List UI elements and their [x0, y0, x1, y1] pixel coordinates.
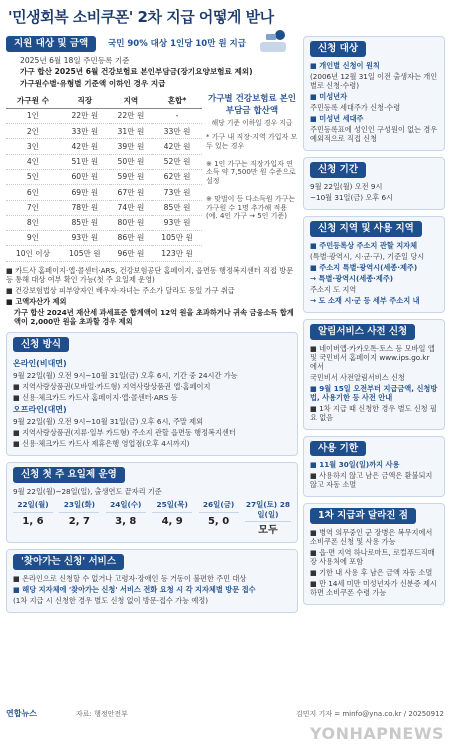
- amount-cell: 78만 원: [60, 200, 110, 215]
- amount-cell: 105만 원: [60, 246, 110, 261]
- table-row: [6, 200, 202, 215]
- visit-line: (1차 지급 시 신청한 경우 별도 신청 없이 방문·접수 가능 예정): [13, 596, 209, 606]
- support-line: 2025년 6월 18일 주민등록 기준: [20, 56, 130, 65]
- notice-line: ■ 1차 지급 때 신청한 경우 별도 신청 필요 없음: [310, 403, 437, 422]
- amount-cell: 33만 원: [152, 124, 202, 139]
- amount-cell: 85만 원: [60, 215, 110, 230]
- amount-cell: 51만 원: [60, 154, 110, 169]
- household-size-cell: 10인 이상: [6, 246, 60, 261]
- amount-cell: 52만 원: [152, 154, 202, 169]
- method-box: [6, 332, 298, 457]
- amount-cell: 22만 원: [110, 108, 152, 123]
- amount-cell: 42만 원: [60, 139, 110, 154]
- region-line: ■ 주소지 특별·광역시(세종·제주): [310, 262, 418, 272]
- region-header: 신청 지역 및 사용 지역: [310, 221, 422, 237]
- support-header: 지원 대상 및 금액: [6, 36, 96, 52]
- household-size-cell: 2인: [6, 124, 60, 139]
- amount-cell: 50만 원: [110, 154, 152, 169]
- target-line: (2006년 12월 31일 이전 출생자는 개인별로 신청·수령): [310, 71, 438, 90]
- household-size-cell: 1인: [6, 108, 60, 123]
- amount-cell: 96만 원: [110, 246, 152, 261]
- day-cell: 22일(월) 1, 6: [13, 500, 53, 537]
- region-line: (특별·광역시, 시·군·구), 기준일 당시: [310, 251, 425, 261]
- region-line: ■ 주민등록상 주소지 관할 지자체: [310, 240, 418, 250]
- support-header-row: [6, 36, 298, 54]
- week-row: [13, 500, 291, 537]
- household-size-cell: 8인: [6, 215, 60, 230]
- support-headline: 국민 90% 대상 1인당 10만 원 지급: [108, 39, 246, 49]
- page-title: '민생회복 소비쿠폰' 2차 지급 어떻게 받나: [8, 8, 274, 26]
- deadline-line: ■ 사용하지 않고 남은 금액은 환불되지 않고 자동 소멸: [310, 471, 433, 490]
- offline-label: 오프라인(대면): [13, 405, 67, 415]
- day-cell: 26일(금) 5, 0: [199, 500, 239, 537]
- source-text: 자료: 행정안전부: [76, 710, 128, 718]
- period-line: ~10월 31일(금) 오후 6시: [310, 192, 394, 202]
- deadline-line: ■ 11월 30일(일)까지 사용: [310, 460, 400, 470]
- right-column: [303, 36, 445, 611]
- household-size-cell: 3인: [6, 139, 60, 154]
- side-note: ※ 맞벌이 등 다소득원 가구는 가구원 수 1명 추가해 적용 (예. 4인 가구 → 5인 기준): [206, 194, 296, 221]
- table-header: 혼합*: [152, 94, 202, 108]
- offline-line: ■ 신용·체크카드 카드사 제휴은행 영업점(오후 4시까지): [13, 439, 190, 449]
- amount-cell: 62만 원: [152, 170, 202, 185]
- visit-header: '찾아가는 신청' 서비스: [13, 554, 124, 570]
- amount-cell: 105만 원: [152, 231, 202, 246]
- bullet-item: ■ 카드사 홈페이지·앱·콜센터·ARS, 건강보험공단 홈페이지, 읍면동 행정복지센터 직접 방문 등 통해 대상 여부 확인 가능(첫 주 요일제 운영): [6, 265, 294, 284]
- amount-cell: 93만 원: [152, 215, 202, 230]
- amount-cell: -: [152, 108, 202, 123]
- period-box: [303, 157, 445, 210]
- amount-cell: 93만 원: [60, 231, 110, 246]
- table-row: [6, 108, 202, 123]
- amount-cell: 67만 원: [110, 185, 152, 200]
- bullet-item: ■ 고액자산가 제외: [6, 296, 67, 306]
- online-label: 온라인(비대면): [13, 359, 67, 369]
- notice-box: [303, 319, 445, 430]
- table-row: [6, 170, 202, 185]
- visit-box: [6, 549, 298, 613]
- amount-cell: 42만 원: [152, 139, 202, 154]
- amount-cell: 60만 원: [60, 170, 110, 185]
- table-row: [6, 124, 202, 139]
- region-line: → 도 소재 시·군 등 세부 주소지 내: [310, 295, 420, 305]
- side-subtitle: 해당 기준 이하일 경우 지급: [211, 118, 293, 127]
- household-size-cell: 6인: [6, 185, 60, 200]
- day-cell: 27일(토) 28일(일) 모두: [245, 500, 291, 536]
- amount-cell: 86만 원: [110, 231, 152, 246]
- region-line: 주소지 도 지역: [310, 284, 357, 294]
- diff-line: ■ 병역 의무중인 군 장병은 복무지에서 소비쿠폰 신청 및 사용 가능: [310, 528, 433, 547]
- table-header: 가구원 수: [6, 94, 60, 108]
- bullet-item: 가구 합산 2024년 재산세 과세표준 합계액이 12억 원을 초과하거나 귀속 금융소득 합계액이 2,000만 원을 초과할 경우 제외: [14, 307, 294, 326]
- amount-table-wrap: [6, 94, 298, 261]
- target-box: [303, 36, 445, 151]
- diff-line: ■ 읍·면 지역 하나로마트, 로컬푸드직매장 사용처에 포함: [310, 548, 435, 567]
- day-cell: 24일(수) 3, 8: [106, 500, 146, 537]
- amount-cell: 80만 원: [110, 215, 152, 230]
- notice-line: 국민비서 사전알림서비스 신청: [310, 372, 405, 382]
- amount-cell: 69만 원: [60, 185, 110, 200]
- target-line: ■ 개인별 신청이 원칙: [310, 60, 380, 70]
- amount-cell: 22만 원: [60, 108, 110, 123]
- byline: 김민지 기자 = minfo@yna.co.kr / 20250912: [296, 710, 444, 718]
- table-row: [6, 215, 202, 230]
- table-row: [6, 185, 202, 200]
- amount-cell: 39만 원: [110, 139, 152, 154]
- online-line: 9월 22일(월) 오전 9시~10월 31일(금) 오후 6시, 기간 중 24시간 가능: [13, 371, 238, 381]
- bullet-item: ■ 건강보험법상 피부양자인 배우자·자녀는 주소가 달라도 동일 가구 취급: [6, 285, 235, 295]
- diff-line: ■ 기한 내 사용 후 남은 금액 자동 소멸: [310, 568, 433, 578]
- visit-line: ■ 해당 지자체에 '찾아가는 신청' 서비스 전화 요청 시 각 지자체별 방문 접수: [13, 585, 256, 595]
- notice-header: 알림서비스 사전 신청: [310, 324, 415, 340]
- yonhap-logo: 연합뉴스: [6, 709, 37, 718]
- watermark: YONHAPNEWS: [310, 724, 444, 743]
- diff-line: ■ 만 14세 미만 미성년자가 신분증 제시하면 소비쿠폰 수령 가능: [310, 579, 437, 598]
- amount-cell: 85만 원: [152, 200, 202, 215]
- eligibility-bullets: [6, 266, 298, 326]
- support-line: 가구원수별·유형별 기준액 이하인 경우 지급: [20, 78, 166, 88]
- period-line: 9월 22일(월) 오전 9시: [310, 181, 383, 191]
- week-desc: 9월 22일(월)~28일(일), 출생연도 끝자리 기준: [13, 487, 162, 497]
- target-header: 신청 대상: [310, 41, 366, 57]
- method-header: 신청 방식: [13, 337, 69, 353]
- notice-line: ■ 네이버앱·카카오톡·토스 등 모바일 앱 및 국민비서 홈페이지 www.ips.go.kr 에서: [310, 343, 435, 371]
- region-box: [303, 216, 445, 313]
- amount-cell: 123만 원: [152, 246, 202, 261]
- target-line: 주민등록표에 성인인 구성원이 없는 경우 예외적으로 직접 신청: [310, 124, 438, 143]
- period-header: 신청 기간: [310, 162, 366, 178]
- household-size-cell: 4인: [6, 154, 60, 169]
- table-header: 지역: [110, 94, 152, 108]
- table-row: [6, 154, 202, 169]
- diff-header: 1차 지급과 달라진 점: [310, 508, 416, 524]
- deadline-box: [303, 436, 445, 498]
- support-line: 가구 합산 2025년 6월 건강보험료 본인부담금(장기요양보험료 제외): [20, 67, 253, 77]
- support-lines: [6, 56, 298, 88]
- table-header: 직장: [60, 94, 110, 108]
- side-note: ※ 1인 가구는 직장가입자 연소득 약 7,500만 원 수준으로 설정: [206, 159, 296, 186]
- day-cell: 25일(목) 4, 9: [152, 500, 192, 537]
- online-line: ■ 지역사랑상품권(모바일·카드형) 지역사랑상품권 앱·홈페이지: [13, 382, 211, 392]
- hand-coin-icon: [256, 28, 294, 54]
- amount-table: [6, 94, 202, 261]
- table-row: [6, 246, 202, 261]
- region-line: → 특별·광역시(세종·제주): [310, 273, 394, 283]
- amount-cell: 59만 원: [110, 170, 152, 185]
- online-line: ■ 신용·체크카드 카드사 홈페이지·앱·콜센터·ARS 등: [13, 393, 178, 403]
- amount-cell: 31만 원: [110, 124, 152, 139]
- target-line: 주민등록 세대주가 신청·수령: [310, 102, 401, 112]
- week-box: [6, 462, 298, 543]
- side-notes: [206, 94, 298, 230]
- diff-box: [303, 503, 445, 605]
- offline-line: 9월 22일(월) 오전 9시~10월 31일(금) 오후 6시, 주말 제외: [13, 417, 204, 427]
- week-header: 신청 첫 주 요일제 운영: [13, 467, 125, 483]
- target-line: ■ 미성년자: [310, 91, 348, 101]
- amount-cell: 33만 원: [60, 124, 110, 139]
- amount-cell: 73만 원: [152, 185, 202, 200]
- side-note: * 가구 내 직장·지역 가입자 모두 있는 경우: [206, 133, 298, 150]
- notice-line: ■ 9월 15일 오전부터 지급금액, 신청방법, 사용기한 등 사전 안내: [310, 383, 438, 402]
- household-size-cell: 5인: [6, 170, 60, 185]
- table-row: [6, 231, 202, 246]
- day-cell: 23일(화) 2, 7: [59, 500, 99, 537]
- offline-line: ■ 지역사랑상품권(지류·일부 카드형) 주소지 관할 읍면동 행정복지센터: [13, 428, 236, 438]
- deadline-header: 사용 기한: [310, 441, 366, 457]
- table-body: [6, 108, 202, 261]
- table-row: [6, 139, 202, 154]
- side-title: 가구별 건강보험료 본인부담금 합산액: [207, 94, 297, 116]
- visit-line: ■ 온라인으로 신청할 수 없거나 고령자·장애인 등 거동이 불편한 주민 대상: [13, 574, 247, 584]
- amount-cell: 74만 원: [110, 200, 152, 215]
- household-size-cell: 7인: [6, 200, 60, 215]
- household-size-cell: 9인: [6, 231, 60, 246]
- target-line: ■ 미성년 세대주: [310, 113, 364, 123]
- left-column: [6, 36, 298, 613]
- table-header-row: [6, 94, 202, 108]
